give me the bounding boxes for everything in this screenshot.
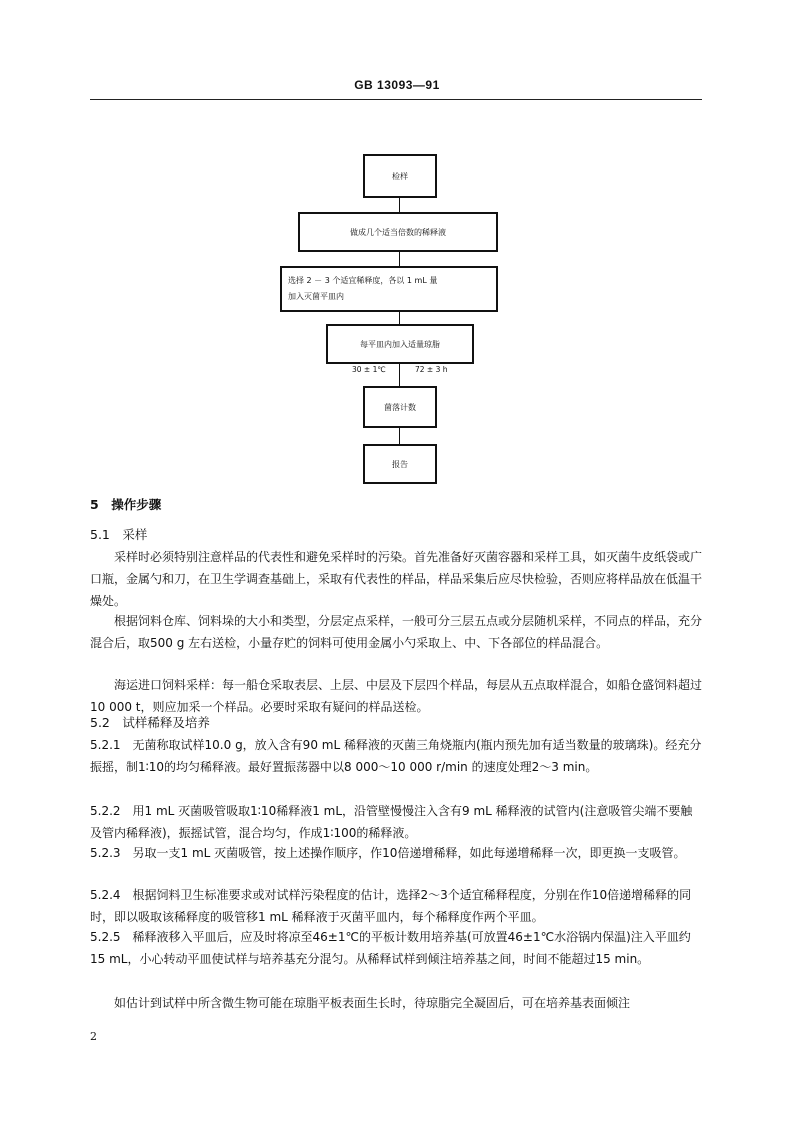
flow-connector xyxy=(399,252,400,266)
page-number: 2 xyxy=(90,1030,97,1043)
paragraph: 根据饲料仓库、饲料垛的大小和类型，分层定点采样，一般可分三层五点或分层随机采样，不同点的样品，充分混合后，取500 g 左右送检，小量存贮的饲料可使用金属小勺采取上、中、下各部位的样品混合。 xyxy=(90,614,703,650)
section-heading-5-2: 5.2 试样稀释及培养 xyxy=(90,715,210,730)
flow-step-dilution xyxy=(298,212,498,252)
flow-connector xyxy=(399,198,400,212)
paragraph: 如估计到试样中所含微生物可能在琼脂平板表面生长时，待琼脂完全凝固后，可在培养基表面倾注 xyxy=(114,996,631,1010)
flow-step-label: 菌落计数 xyxy=(384,402,416,412)
flow-step-label: 每平皿内加入适量琼脂 xyxy=(360,339,440,349)
section-heading-5: 5 操作步骤 xyxy=(90,497,162,512)
flow-step-report xyxy=(363,444,437,484)
incubation-temp: 30 ± 1℃ xyxy=(352,365,386,374)
flow-step-label: 加入灭菌平皿内 xyxy=(288,292,344,301)
flow-connector xyxy=(399,364,400,386)
clause-5-2-3: 5.2.3 另取一支1 mL 灭菌吸管，按上述操作顺序，作10倍递增稀释，如此每递增稀释一次，即更换一支吸管。 xyxy=(90,846,686,860)
flow-step-label: 做成几个适当倍数的稀释液 xyxy=(350,227,446,237)
paragraph: 采样时必须特别注意样品的代表性和避免采样时的污染。首先准备好灭菌容器和采样工具，如灭菌牛皮纸袋或广口瓶，金属勺和刀，在卫生学调查基础上，采取有代表性的样品，样品采集后应尽快检验，否则应将样品放在低温干燥处。 xyxy=(90,550,703,608)
flow-step-label: 检样 xyxy=(392,171,408,181)
section-heading-5-1: 5.1 采样 xyxy=(90,527,148,542)
flow-step-sample xyxy=(363,154,437,198)
flow-step-colony-count xyxy=(363,386,437,428)
flow-step-label: 选择 2 － 3 个适宜稀释度，各以 1 mL 量 xyxy=(288,276,438,285)
clause-5-2-2: 5.2.2 用1 mL 灭菌吸管吸取1∶10稀释液1 mL，沿管壁慢慢注入含有9 mL 稀释液的试管内(注意吸管尖端不要触及管内稀释液)，振摇试管，混合均匀，作成1∶100的稀释液。 xyxy=(90,804,693,840)
flow-step-label: 报告 xyxy=(392,459,408,469)
flow-connector xyxy=(399,428,400,444)
flow-connector xyxy=(399,312,400,324)
header-rule xyxy=(90,99,702,100)
flow-step-add-agar xyxy=(326,324,474,364)
standard-code: GB 13093—91 xyxy=(354,78,440,92)
clause-5-2-1: 5.2.1 无菌称取试样10.0 g，放入含有90 mL 稀释液的灭菌三角烧瓶内(瓶内预先加有适当数量的玻璃珠)。经充分振摇，制1∶10的均匀稀释液。最好置振荡器中以8 000～10 000 r/min 的速度处理2～3 min。 xyxy=(90,738,702,774)
clause-5-2-5: 5.2.5 稀释液移入平皿后，应及时将凉至46±1℃的平板计数用培养基(可放置46±1℃水浴锅内保温)注入平皿约15 mL，小心转动平皿使试样与培养基充分混匀。从稀释试样到倾注培养基之间，时间不能超过15 min。 xyxy=(90,930,691,966)
paragraph: 海运进口饲料采样：每一船仓采取表层、上层、中层及下层四个样品，每层从五点取样混合，如船仓盛饲料超过10 000 t，则应加采一个样品。必要时采取有疑问的样品送检。 xyxy=(90,678,703,714)
incubation-time: 72 ± 3 h xyxy=(415,365,448,374)
clause-5-2-4: 5.2.4 根据饲料卫生标准要求或对试样污染程度的估计，选择2～3个适宜稀释程度，分别在作10倍递增稀释的同时，即以吸取该稀释度的吸管移1 mL 稀释液于灭菌平皿内，每个稀释度作两个平皿。 xyxy=(90,888,692,924)
flow-step-select-dilution xyxy=(280,266,498,312)
